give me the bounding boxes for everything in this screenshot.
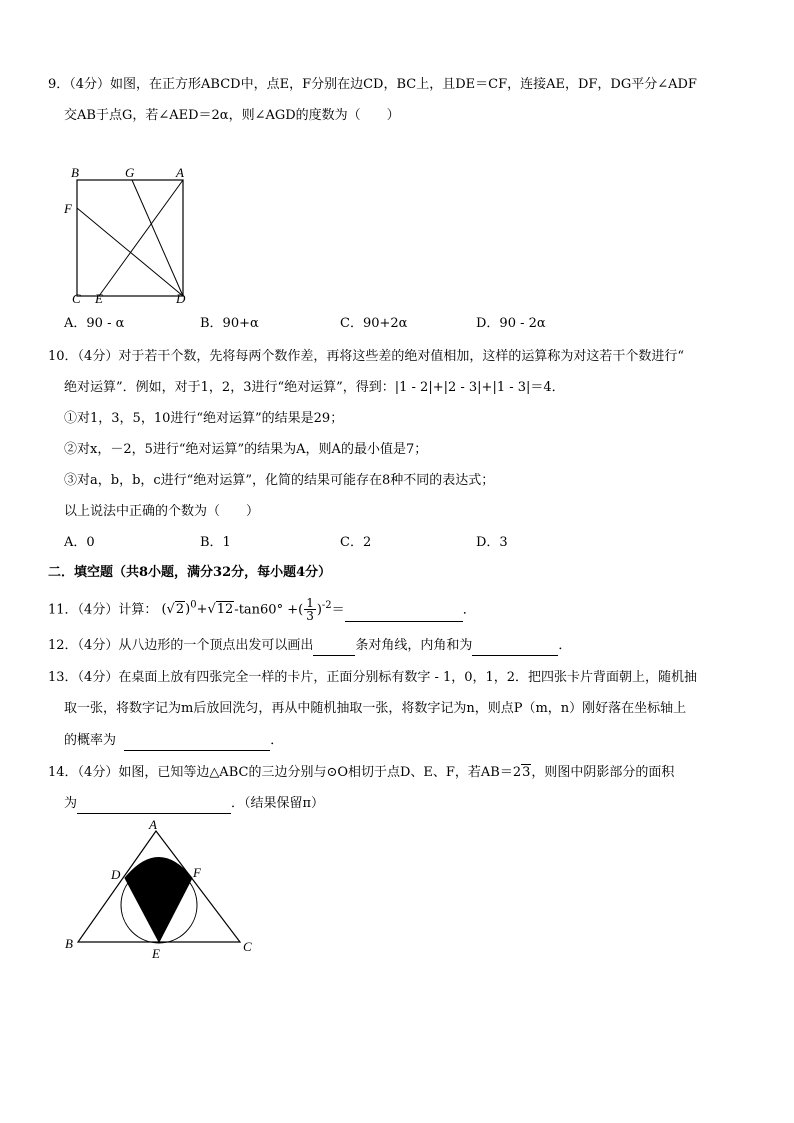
- label-F: F: [64, 201, 72, 216]
- label-C: C: [72, 291, 81, 306]
- label-D: D: [176, 291, 186, 306]
- q10-question: 以上说法中正确的个数为（ ）: [64, 504, 260, 519]
- q9-option-d: D．90 - 2α: [476, 316, 546, 331]
- q10-line1: 10．（4分）对于若干个数，先将每两个数作差，再将这些差的绝对值相加，这样的运算称为对这若干个数进行“: [48, 349, 684, 364]
- q9-line2: 交AB于点G，若∠AED＝2α，则∠AGD的度数为（ ）: [64, 108, 400, 123]
- label-D: D: [111, 867, 121, 882]
- q9-line1: 9．（4分）如图，在正方形ABCD中，点E，F分别在边CD，BC上，且DE＝CF，连接AE，DF，DG平分∠ADF: [48, 77, 697, 92]
- q13-blank: [124, 735, 270, 751]
- q11-term2: +√12: [196, 602, 234, 618]
- q11-answer-blank: [345, 606, 463, 622]
- q10-option-a: A．0: [64, 535, 95, 550]
- q11-fraction: $\frac{1}{3}$: [306, 596, 314, 624]
- label-E: E: [95, 291, 103, 306]
- q13-line1: 13．（4分）在桌面上放有四张完全一样的卡片，正面分别标有数字 - 1，0，1，2．把四张卡片背面朝上，随机抽: [48, 670, 698, 685]
- q11-prefix: 11．（4分）计算：: [48, 602, 158, 618]
- q13-line3: 的概率为 ．: [64, 731, 283, 751]
- q11-line: 11．（4分）计算： $(√2)^0+√12-\tan 60^\circ$ +( $\frac{1}{3}$ )$^{-2}$＝ ．: [48, 596, 476, 624]
- q10-line2: 绝对运算”．例如，对于1，2，3进行“绝对运算”，得到：|1 - 2|+|2 - 3|+|1 - 3|＝4．: [64, 380, 565, 395]
- q9-option-a: A．90 - α: [64, 316, 125, 331]
- q10-option-b: B．1: [200, 535, 231, 550]
- q14-line1: 14．（4分）如图，已知等边△ABC的三边分别与⊙O相切于点D、E、F，若AB＝23，则图中阴影部分的面积: [48, 765, 675, 780]
- q13-line2: 取一张，将数字记为m后放回洗匀，再从中随机抽取一张，将数字记为n，则点P（m，n）刚好落在坐标轴上: [64, 701, 687, 716]
- q9-square-figure: [55, 160, 205, 310]
- label-B: B: [65, 936, 73, 951]
- q11-tan: -tan60°: [234, 602, 284, 618]
- label-A: A: [149, 817, 157, 832]
- section-title: 二．填空题（共8小题，满分32分，每小题4分）: [48, 565, 332, 580]
- q9-option-c: C．90+2α: [340, 316, 408, 331]
- label-C: C: [243, 939, 252, 954]
- q10-option-c: C．2: [340, 535, 372, 550]
- q12-blank-2: [472, 640, 558, 656]
- q10-item3: ③对a，b，b，c进行“绝对运算”，化简的结果可能存在8种不同的表达式；: [64, 473, 495, 488]
- q11-term1: $(√2)^0$: [161, 600, 197, 618]
- q14-blank: [77, 798, 231, 814]
- label-E: E: [152, 946, 160, 961]
- q10-item1: ①对1，3，5，10进行“绝对运算”的结果是29；: [64, 411, 344, 426]
- q14-line2: 为 ．（结果保留π）: [64, 794, 324, 814]
- q12-line: 12．（4分）从八边形的一个顶点出发可以画出 条对角线，内角和为 ．: [48, 636, 571, 656]
- q9-option-b: B．90+α: [200, 316, 259, 331]
- q10-option-d: D．3: [476, 535, 508, 550]
- q12-blank-1: [313, 640, 355, 656]
- q10-item2: ②对x，－2，5进行“绝对运算”的结果为A，则A的最小值是7；: [64, 442, 428, 457]
- q14-triangle-figure: [60, 815, 270, 965]
- label-B: B: [71, 165, 79, 180]
- label-G: G: [125, 165, 135, 180]
- label-A: A: [176, 165, 184, 180]
- label-F: F: [193, 865, 201, 880]
